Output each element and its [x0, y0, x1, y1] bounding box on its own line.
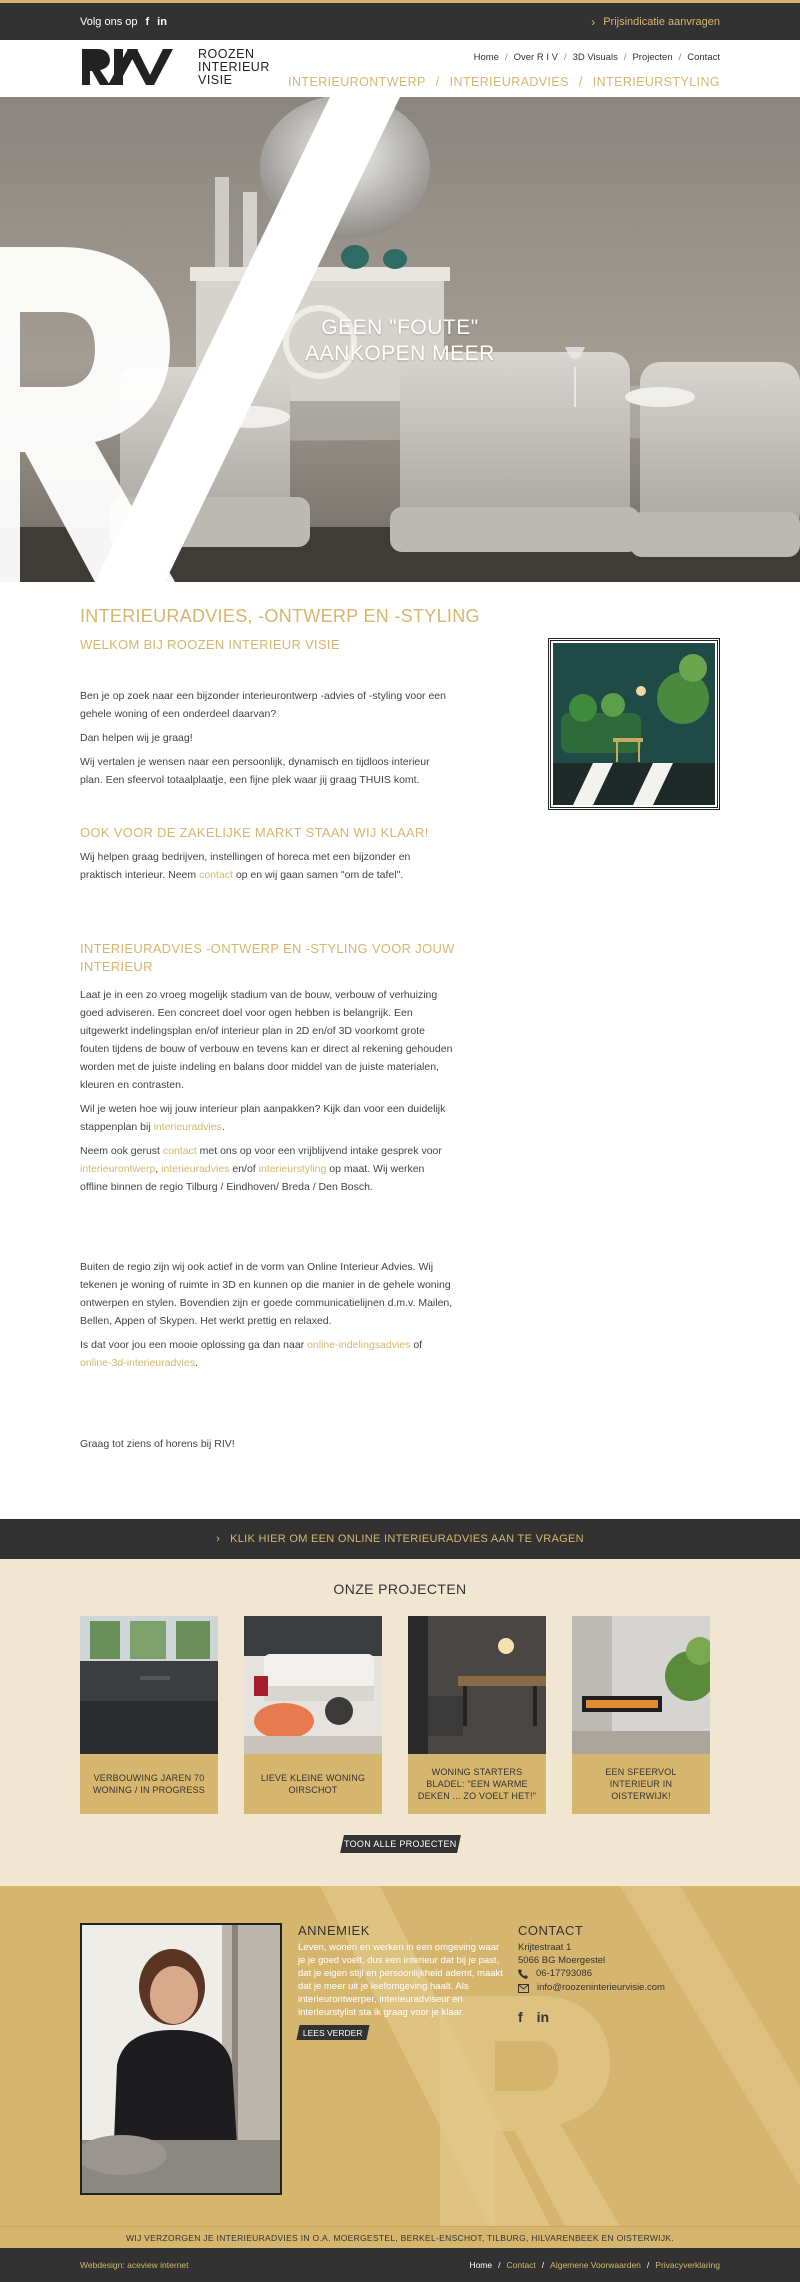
- online-paragraph-2: [80, 1336, 455, 1372]
- interior-photo-art: [553, 643, 715, 805]
- top-navigation: [474, 52, 720, 63]
- project-card[interactable]: [572, 1616, 710, 1814]
- footer-separator: /: [498, 2260, 501, 2270]
- contact-link[interactable]: contact: [199, 869, 233, 881]
- yours-p3-a: Neem ook gerust: [80, 1145, 163, 1157]
- page-subtitle: WELKOM BIJ ROOZEN INTERIEUR VISIE: [80, 637, 340, 652]
- hero-title-line-1: GEEN "FOUTE": [321, 316, 479, 339]
- nav-separator: /: [623, 52, 627, 63]
- yours-p3-e: op maat. Wij werken offline binnen de regio Tilburg / Eindhoven/ Breda / Den Bosch.: [80, 1163, 425, 1193]
- online-p2-b: of: [410, 1339, 423, 1351]
- project-thumbnail: [244, 1616, 382, 1754]
- project-card[interactable]: [80, 1616, 218, 1814]
- intro-paragraph-1: Ben je op zoek naar een bijzonder interieurontwerp -advies of -styling voor een gehele woning of een onderdeel daarvan?: [80, 690, 446, 720]
- annemiek-portrait: [82, 1925, 280, 2193]
- project-caption: WONING STARTERS BLADEL: "EEN WARME DEKEN ... ZO VOELT HET!": [417, 1767, 537, 1801]
- nav-separator: /: [578, 75, 583, 89]
- cta-label: KLIK HIER OM EEN ONLINE INTERIEURADVIES AAN TE VRAGEN: [230, 1533, 584, 1545]
- business-paragraph: [80, 848, 455, 884]
- yours-title: INTERIEURADVIES -ONTWERP EN -STYLING VOOR JOUW INTERIEUR: [80, 941, 455, 974]
- projects-title: ONZE PROJECTEN: [333, 1581, 467, 1597]
- nav-projecten[interactable]: Projecten: [632, 52, 673, 63]
- logo-line-2: INTERIEUR: [198, 59, 270, 74]
- project-thumbnail: [408, 1616, 546, 1754]
- logo-text: [198, 48, 270, 87]
- logo-line-1: ROOZEN: [198, 46, 255, 61]
- bio-name: ANNEMIEK: [298, 1923, 370, 1938]
- main-navigation: [288, 75, 720, 89]
- read-more-label: LEES VERDER: [303, 2027, 363, 2038]
- project-thumbnail: [80, 1616, 218, 1754]
- projects-section: [0, 1559, 800, 1886]
- hero-banner: [0, 97, 800, 582]
- contact-social: [518, 2009, 718, 2025]
- logo[interactable]: [80, 47, 270, 87]
- closing-text: [80, 1435, 455, 1459]
- nav-contact[interactable]: Contact: [687, 52, 720, 63]
- yours-text: [80, 986, 455, 1202]
- interieuradvies-link-2[interactable]: interieuradvies: [161, 1163, 230, 1175]
- region-strip: [0, 2226, 800, 2248]
- interior-photo: [548, 638, 720, 810]
- nav-interieurontwerp[interactable]: INTERIEURONTWERP: [288, 75, 426, 89]
- yours-p2-a: Wil je weten hoe wij jouw interieur plan aanpakken? Kijk dan voor een duidelijk stappenplan bij: [80, 1103, 446, 1133]
- yours-paragraph-1: Laat je in een zo vroeg mogelijk stadium van de bouw, verbouw of verhuizing goed adviseren. Een concreet doel voor ogen hebben is belangrijk. Een uitgewerkt indelingsplan en/of interieur plan in 2D en/of 3D voorkomt grote fouten tijdens de bouw of verbouw en tevens kan er direct al rekening gehouden worden met de juiste indeling en balans door middel van de juiste materialen, kleuren en contrasten.: [80, 989, 453, 1091]
- show-all-projects-label: TOON ALLE PROJECTEN: [344, 1839, 457, 1849]
- footer-separator: /: [541, 2260, 545, 2270]
- nav-over-riv[interactable]: Over R I V: [513, 52, 558, 63]
- yours-paragraph-2: [80, 1100, 455, 1136]
- online-p2-c: .: [194, 1357, 198, 1369]
- contact-city: 5066 BG Moergestel: [518, 1955, 606, 1966]
- project-thumbnail: [572, 1616, 710, 1754]
- top-bar: [0, 0, 800, 40]
- interieurstyling-link[interactable]: interieurstyling: [258, 1163, 327, 1175]
- project-caption: EEN SFEERVOL INTERIEUR IN OISTERWIJK!: [605, 1767, 677, 1801]
- price-quote-label: Prijsindicatie aanvragen: [603, 15, 720, 28]
- business-text-b: op en wij gaan samen "om de tafel".: [232, 869, 404, 881]
- envelope-icon: [518, 1984, 529, 1993]
- nav-separator: /: [678, 52, 682, 63]
- yours-paragraph-3: [80, 1142, 455, 1196]
- footer-links: [469, 2260, 720, 2270]
- interieurontwerp-link[interactable]: interieurontwerp: [80, 1163, 156, 1175]
- price-quote-link[interactable]: [591, 15, 720, 29]
- riv-logo-mark: [80, 47, 190, 87]
- nav-interieuradvies[interactable]: INTERIEURADVIES: [449, 75, 569, 89]
- contact-phone-row: [518, 1967, 718, 1981]
- show-all-projects-button[interactable]: [340, 1835, 461, 1853]
- annemiek-photo: [80, 1923, 282, 2195]
- contact-street: Krijtestraat 1: [518, 1942, 572, 1953]
- read-more-button[interactable]: [296, 2025, 369, 2040]
- chevron-right-icon: ›: [591, 14, 596, 29]
- footer-separator: /: [646, 2260, 650, 2270]
- yours-p2-b: .: [221, 1121, 225, 1133]
- hero-title: [300, 315, 500, 367]
- nav-separator: /: [435, 75, 440, 89]
- project-card[interactable]: [244, 1616, 382, 1814]
- project-caption: LIEVE KLEINE WONING OIRSCHOT: [260, 1773, 366, 1795]
- contact-title: CONTACT: [518, 1923, 584, 1938]
- yours-p3-b: met ons op voor een vrijblijvend intake gesprek voor: [196, 1145, 442, 1157]
- intro-paragraph-2: Dan helpen wij je graag!: [80, 732, 193, 744]
- online-indelingsadvies-link[interactable]: online-indelingsadvies: [307, 1339, 411, 1351]
- business-text: [80, 848, 455, 890]
- main-content: [0, 582, 800, 1519]
- footer-contact[interactable]: Contact: [506, 2260, 536, 2270]
- business-title: OOK VOOR DE ZAKELIJKE MARKT STAAN WIJ KLAAR!: [80, 825, 429, 840]
- nav-interieurstyling[interactable]: INTERIEURSTYLING: [592, 75, 720, 89]
- logo-line-3: VISIE: [198, 72, 233, 87]
- yours-p3-d: en/of: [229, 1163, 259, 1175]
- interieuradvies-link[interactable]: interieuradvies: [153, 1121, 222, 1133]
- hero-title-line-2: AANKOPEN MEER: [305, 342, 495, 365]
- bio-block: [298, 1923, 503, 2040]
- facebook-icon[interactable]: f: [518, 2009, 523, 2025]
- page-title: INTERIEURADVIES, -ONTWERP EN -STYLING: [80, 606, 480, 626]
- contact-link-2[interactable]: contact: [162, 1145, 197, 1157]
- footer-privacy[interactable]: Privacyverklaring: [655, 2260, 720, 2270]
- contact-email-row: [518, 1981, 718, 1995]
- online-3d-link[interactable]: online-3d-interieuradvies: [80, 1357, 195, 1369]
- intro-text: [80, 687, 455, 795]
- bio-text: Leven, wonen en werken in een omgeving waar je je goed voelt, dus een interieur dat bij je past, dat je eigen stijl en persoonlijkheid ademt, maakt dat je meer uit je leefomgeving haalt. Als interieurontwerper, interieuradviseur en interieurstylist sta ik graag voor je klaar.: [298, 1942, 503, 2018]
- online-p2-a: Is dat voor jou een mooie oplossing ga dan naar: [80, 1339, 308, 1351]
- nav-separator: /: [563, 52, 567, 63]
- nav-home[interactable]: Home: [473, 52, 499, 63]
- business-text-a: Wij helpen graag bedrijven, instellingen of horeca met een bijzonder en praktisch interieur. Neem: [80, 851, 411, 881]
- phone-icon: [518, 1969, 528, 1979]
- region-text: WIJ VERZORGEN JE INTERIEURADVIES IN O.A. MOERGESTEL, BERKEL-ENSCHOT, TILBURG, HILVARENBEEK EN OISTERWIJK.: [125, 2232, 675, 2243]
- nav-3d-visuals[interactable]: 3D Visuals: [572, 52, 618, 63]
- contact-phone[interactable]: 06-17793086: [536, 1968, 592, 1979]
- linkedin-icon[interactable]: in: [157, 15, 167, 28]
- contact-block: [518, 1923, 718, 2025]
- chevron-right-icon: ›: [216, 1533, 221, 1545]
- site-footer: [0, 2248, 800, 2282]
- footer-terms[interactable]: Algemene Voorwaarden: [550, 2260, 641, 2270]
- follow-label: Volg ons op: [80, 15, 138, 28]
- footer-home[interactable]: Home: [469, 2260, 493, 2270]
- project-card[interactable]: [408, 1616, 546, 1814]
- nav-separator: /: [504, 52, 508, 63]
- project-caption: VERBOUWING JAREN 70 WONING / IN PROGRESS: [92, 1773, 205, 1795]
- intro-paragraph-3: Wij vertalen je wensen naar een persoonlijk, dynamisch en tijdloos interieur plan. Een sfeervol totaalplaatje, een fijne plek waar jij graag THUIS komt.: [80, 756, 430, 786]
- closing-paragraph: Graag tot ziens of horens bij RIV!: [80, 1438, 235, 1450]
- site-header: [0, 40, 800, 97]
- webdesign-credit[interactable]: Webdesign: aceview internet: [80, 2260, 189, 2270]
- linkedin-icon[interactable]: in: [536, 2009, 550, 2025]
- yours-p3-c: ,: [155, 1163, 162, 1175]
- facebook-icon[interactable]: f: [145, 15, 150, 28]
- online-text: [80, 1258, 455, 1378]
- follow-us: [80, 16, 167, 28]
- about-section: [0, 1886, 800, 2226]
- online-advice-cta[interactable]: [0, 1519, 800, 1559]
- online-paragraph-1: Buiten de regio zijn wij ook actief in de vorm van Online Interieur Advies. Wij tekenen je woning of ruimte in 3D en kunnen op die manier in de gehele woning ontwerpen en stylen. Bovendien zijn er goede communicatielijnen d.m.v. Mailen, Bellen, Appen of Skypen. Het werkt prettig en relaxed.: [80, 1261, 453, 1327]
- contact-email[interactable]: info@roozeninterieurvisie.com: [537, 1982, 665, 1993]
